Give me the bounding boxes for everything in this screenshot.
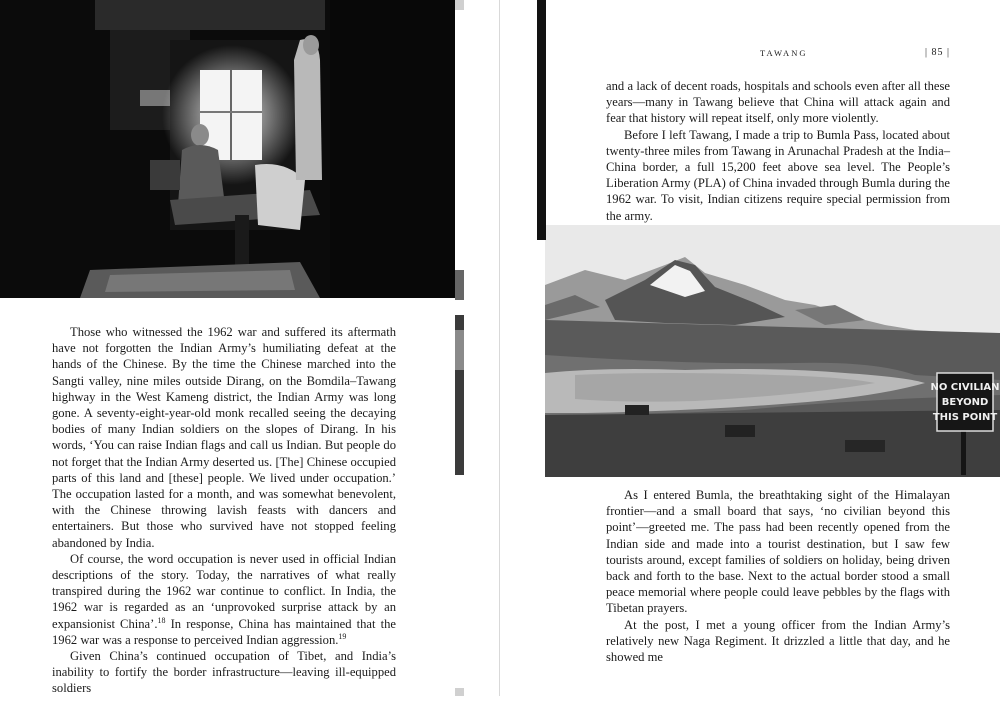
left-paragraph-2: Of course, the word occupation is never used in official Indian descriptions of the story. Today, the narratives of what really transpired during the 1962 war continue to conflict. In India, the 1962 war is regarded as an ‘unprovoked surprise attack by an expansionist China’.$^{18}$ In response, China has maintained that the 1962 war was a response to perceived Indian aggression.$^{19}$ — [52, 551, 396, 647]
running-head-title: TAWANG — [760, 48, 808, 58]
left-paragraph-1: Those who witnessed the 1962 war and suffered its aftermath have not forgotten the Indian Army’s humiliating defeat at the hands of the Chinese. By the time the Chinese marched into the Sangti valley, nine miles outside Dirang, on the Bomdila–Tawang highway in the West Kameng district, the Indian Army was long gone. A seventy-eight-year-old monk recalled seeing the decaying bodies of many Indian soldiers on the slopes of Dirang. In his words, ‘You can raise Indian flags and call us Indian. But people do not forget that the Indian Army deserted us. [The] Chinese occupied parts of this land and [these] people. We lived under occupation.’ The occupation lasted for a month, and was somewhat benevolent, with the Chinese throwing lavish feasts with dancers and entertainers. But those who survived have not stopped feeling abandoned by India. — [52, 325, 396, 550]
left-paragraph-3: Given China’s continued occupation of Tibet, and India’s inability to fortify the border infrastructure—leaving ill-equipped soldiers — [52, 649, 396, 696]
left-page — [0, 0, 500, 696]
right-paragraph-2: Before I left Tawang, I made a trip to Bumla Pass, located about twenty-three miles from Tawang in Arunachal Pradesh at the India–China border, a full 15,200 feet above sea level. The People’s Liberation Army (PLA) of China invaded through Bumla during the 1962 war. To visit, Indian citizens require special permission from the army. — [606, 127, 950, 223]
monk-room-photo — [0, 0, 458, 298]
sign-line-1: NO CIVILIAN — [930, 382, 1000, 393]
footnote-ref-19: 19 — [338, 631, 347, 641]
right-gutter-strip — [537, 0, 546, 240]
footnote-ref-18: 18 — [157, 615, 166, 625]
left-body-text — [52, 324, 396, 696]
right-bottom-text — [606, 487, 950, 665]
page-number: | 85 | — [924, 47, 950, 58]
sign-line-2: BEYOND — [941, 397, 989, 408]
right-paragraph-4: At the post, I met a young officer from the Indian Army’s relatively new Naga Regiment. It drizzled a little that day, and he showed me — [606, 617, 950, 665]
left-gutter-strip — [455, 0, 464, 696]
sign-line-3: THIS POINT — [932, 412, 998, 423]
bumla-pass-photo — [545, 225, 1000, 477]
right-paragraph-3: As I entered Bumla, the breathtaking sight of the Himalayan frontier—and a small board that says, ‘no civilian beyond this point’—greeted me. The pass had been recently opened from the Indian side and made into a tourist destination, but I saw few tourists around, except families of soldiers on holiday, being driven back and forth to the base. Next to the actual border stood a small peace memorial where people could leave pebbles by the flags with Tibetan prayers. — [606, 488, 950, 616]
right-paragraph-1: and a lack of decent roads, hospitals and schools even after all these years—many in Tawang believe that China will attack again and fear that history will repeat itself, only more violently. — [606, 79, 950, 126]
right-top-text — [606, 78, 950, 224]
